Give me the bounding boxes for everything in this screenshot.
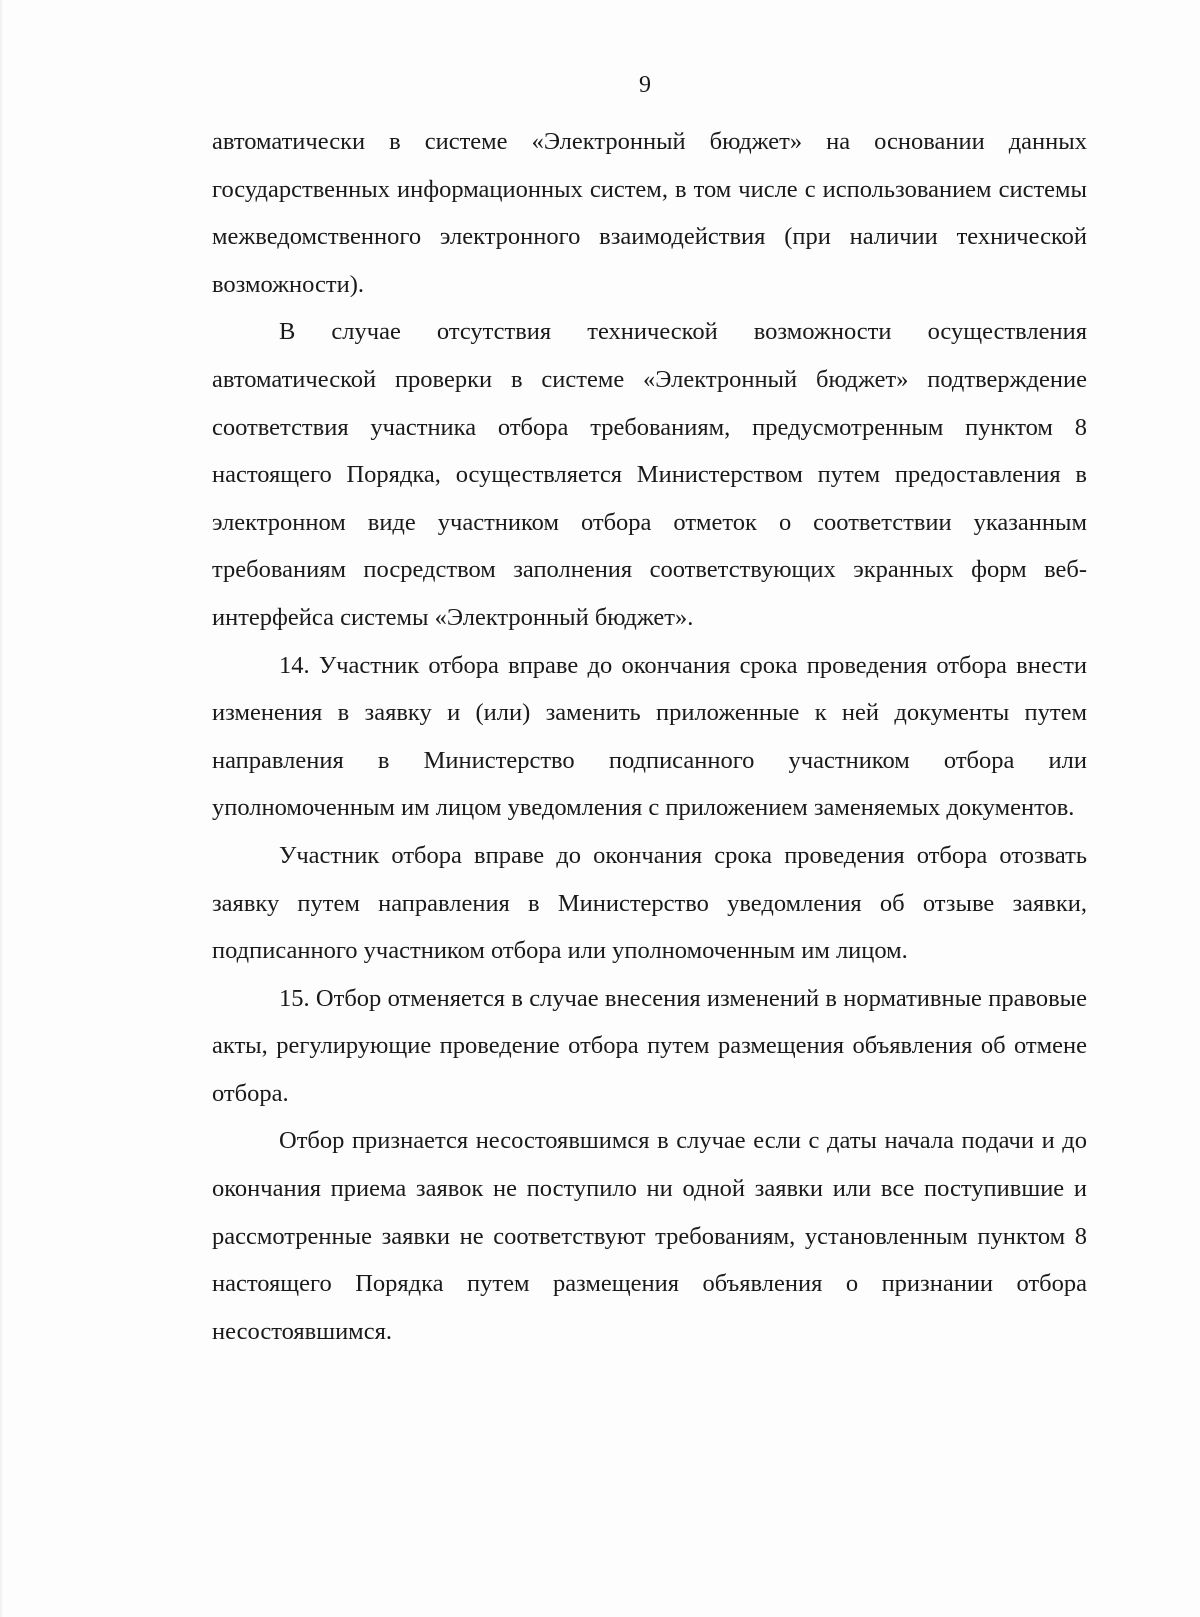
paragraph-6: Отбор признается несостоявшимся в случае если с даты начала подачи и до окончания приема заявок не поступило ни одной заявки или все поступившие и рассмотренные заявки не соответствуют требованиям, установленным пунктом 8 настоящего Порядка путем размещения объявления о признании отбора несостоявшимся. xyxy=(212,1127,1087,1345)
paragraph-1: автоматически в системе «Электронный бюджет» на основании данных государственных информационных систем, в том числе с использованием системы межведомственного электронного взаимодействия (при наличии технической возможности). xyxy=(212,128,1087,298)
document-body xyxy=(212,118,1087,1355)
page-number: 9 xyxy=(639,72,651,98)
paragraph-2: В случае отсутствия технической возможности осуществления автоматической проверки в системе «Электронный бюджет» подтверждение соответствия участника отбора требованиям, предусмотренным пунктом 8 настоящего Порядка, осуществляется Министерством путем предоставления в электронном виде участником отбора отметок о соответствии указанным требованиям посредством заполнения соответствующих экранных форм веб-интерфейса системы «Электронный бюджет». xyxy=(212,318,1087,631)
scan-edge xyxy=(0,0,2,1617)
paragraph-4: Участник отбора вправе до окончания срока проведения отбора отозвать заявку путем направления в Министерство уведомления об отзыве заявки, подписанного участником отбора или уполномоченным им лицом. xyxy=(212,841,1087,965)
paragraph-3: 14. Участник отбора вправе до окончания срока проведения отбора внести изменения в заявку и (или) заменить приложенные к ней документы путем направления в Министерство подписанного участником отбора или уполномоченным им лицом уведомления с приложением заменяемых документов. xyxy=(212,651,1087,822)
paragraph-5: 15. Отбор отменяется в случае внесения изменений в нормативные правовые акты, регулирующие проведение отбора путем размещения объявления об отмене отбора. xyxy=(212,984,1087,1107)
